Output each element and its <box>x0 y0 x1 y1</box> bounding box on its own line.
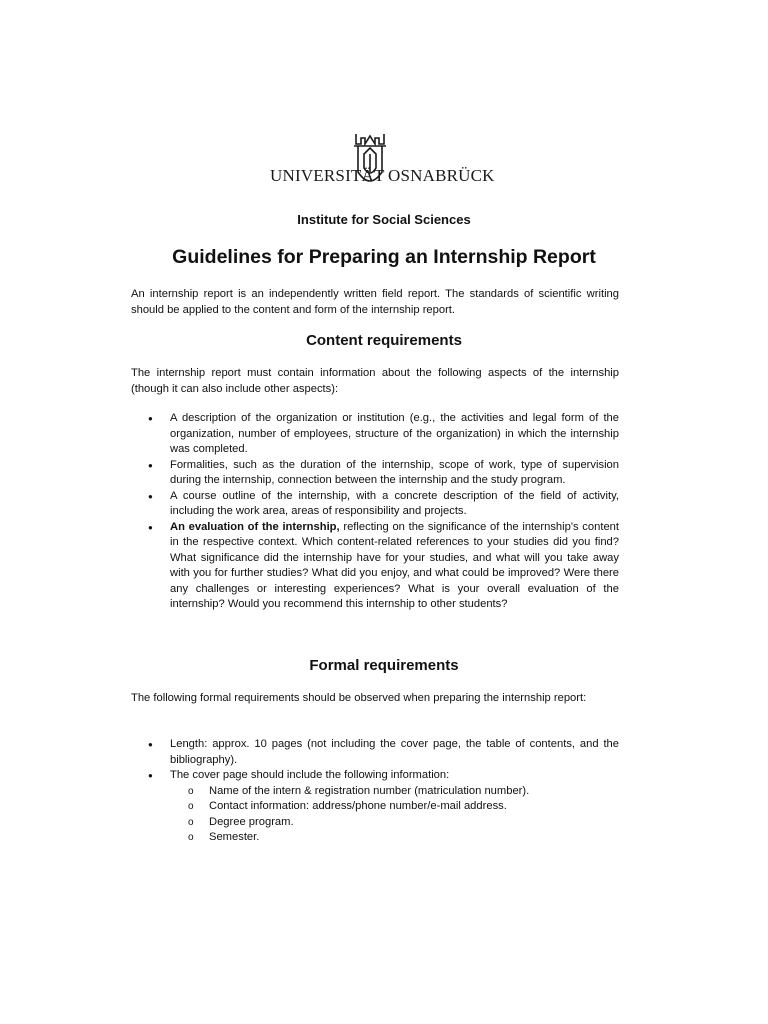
logo-text-right: OSNABRÜCK <box>388 166 495 185</box>
list-item-cover-page <box>131 768 619 846</box>
institute-name: Institute for Social Sciences <box>297 212 471 227</box>
logo-text-left: UNIVERSITÄT <box>270 166 385 185</box>
university-logo <box>268 132 495 196</box>
list-item: ● A course outline of the internship, with a concrete description of the field of activity, including the work area, areas of responsibility and projects. <box>131 489 619 520</box>
sub-list-item: o Contact information: address/phone number/e-mail address. <box>170 799 619 815</box>
formal-requirements-heading: Formal requirements <box>309 657 459 674</box>
content-intro-paragraph: The internship report must contain information about the following aspects of the internship (though it can also include other aspects): <box>131 367 619 395</box>
list-item: ● Length: approx. 10 pages (not including the cover page, the table of contents, and the bibliography). <box>131 737 619 768</box>
evaluation-text: reflecting on the significance of the internship's content in the respective context. Which content-related references to your studies did you find? What significance did the internship have for your studies, and what will you take away with you for further studies? What did you enjoy, and what could be improved? Were there any challenges or interesting experiences? What is your overall evaluation of the internship? Would you recommend this internship to other students? <box>170 520 619 610</box>
list-item-evaluation <box>131 520 619 613</box>
page-title: Guidelines for Preparing an Internship Report <box>172 246 596 268</box>
sub-list-item: o Name of the intern & registration number (matriculation number). <box>170 784 619 800</box>
sub-list-item: o Degree program. <box>170 815 619 831</box>
list-item: ● A description of the organization or institution (e.g., the activities and legal form of the organization, number of employees, structure of the organization) in which the internship was completed. <box>131 411 619 458</box>
content-requirements-list <box>131 411 619 613</box>
sub-list-item: o Semester. <box>170 830 619 846</box>
university-seal-icon <box>350 132 390 194</box>
list-item: ● Formalities, such as the duration of the internship, scope of work, type of supervision during the internship, connection between the internship and the study program. <box>131 458 619 489</box>
cover-page-label: The cover page should include the following information: <box>170 769 450 781</box>
content-requirements-heading: Content requirements <box>306 332 462 349</box>
evaluation-label: An evaluation of the internship, <box>170 520 340 533</box>
formal-intro-paragraph: The following formal requirements should be observed when preparing the internship report: <box>131 692 587 704</box>
formal-requirements-list <box>131 737 619 846</box>
intro-paragraph: An internship report is an independently written field report. The standards of scientific writing should be applied to the content and form of the internship report. <box>131 288 619 316</box>
cover-page-sublist <box>170 784 619 846</box>
